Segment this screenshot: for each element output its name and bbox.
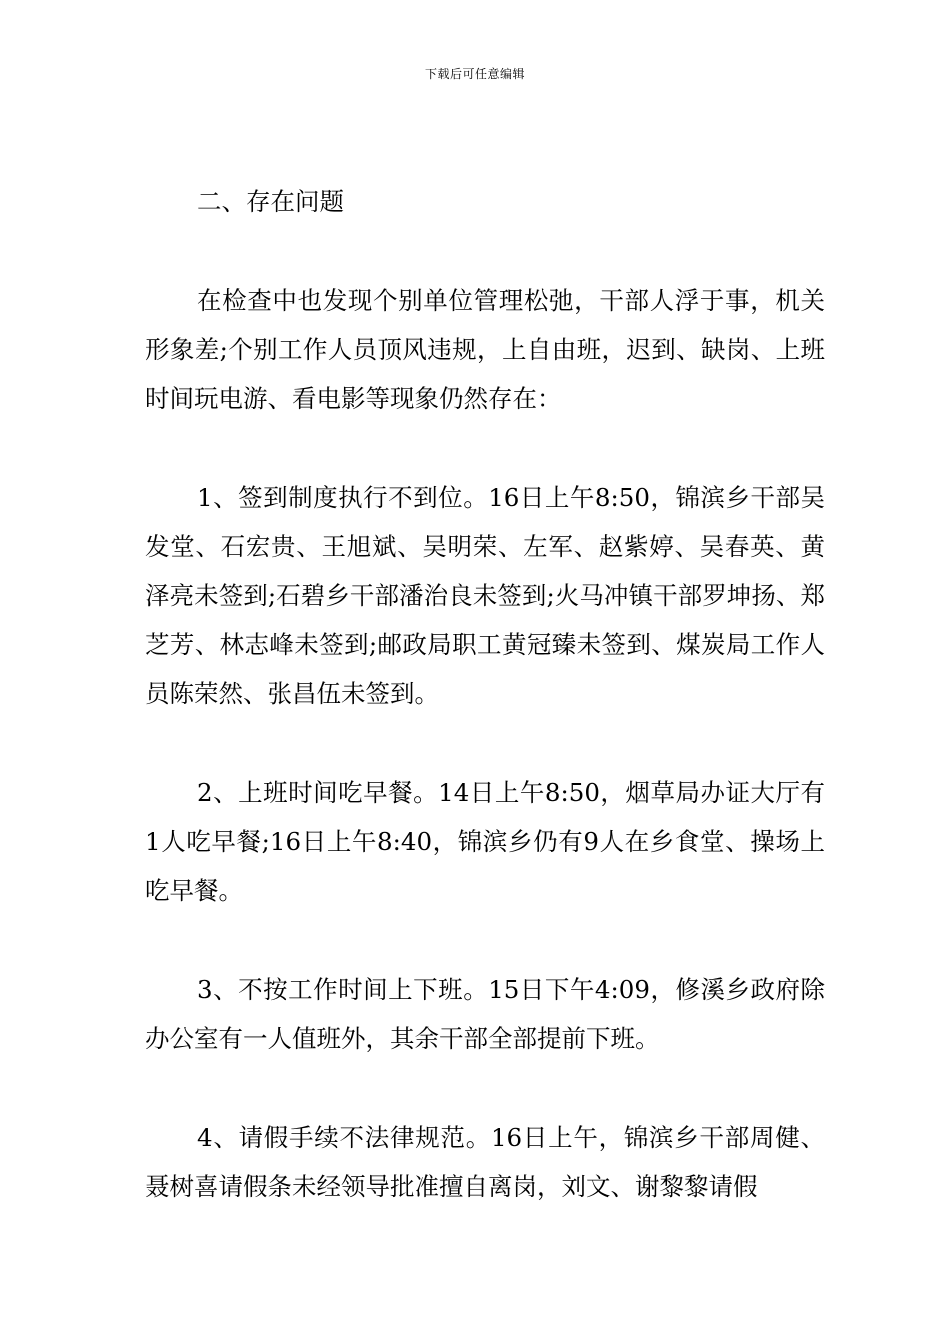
paragraph-item-2: 2、上班时间吃早餐。14日上午8:50，烟草局办证大厅有1人吃早餐;16日上午8:40，锦滨乡仍有9人在乡食堂、操场上吃早餐。 (145, 778, 825, 905)
paragraph-item-3: 3、不按工作时间上下班。15日下午4:09，修溪乡政府除办公室有一人值班外，其余干部全部提前下班。 (145, 975, 825, 1053)
paragraph-intro: 在检查中也发现个别单位管理松弛，干部人浮于事，机关形象差;个别工作人员顶风违规，上自由班，迟到、缺岗、上班时间玩电游、看电影等现象仍然存在： (145, 286, 825, 413)
section-heading: 二、存在问题 (197, 187, 344, 216)
paragraph-item-1: 1、签到制度执行不到位。16日上午8:50，锦滨乡干部吴发堂、石宏贵、王旭斌、吴明荣、左军、赵紫婷、吴春英、黄泽亮未签到;石碧乡干部潘治良未签到;火马冲镇干部罗坤扬、郑芝芳、林志峰未签到;邮政局职工黄冠臻未签到、煤炭局工作人员陈荣然、张昌伍未签到。 (145, 483, 825, 708)
document-body (145, 177, 825, 1261)
paragraph-item-4: 4、请假手续不法律规范。16日上午，锦滨乡干部周健、聂树喜请假条未经领导批准擅自离岗，刘文、谢黎黎请假 (145, 1123, 825, 1201)
page-header: 下载后可任意编辑 (424, 67, 525, 81)
